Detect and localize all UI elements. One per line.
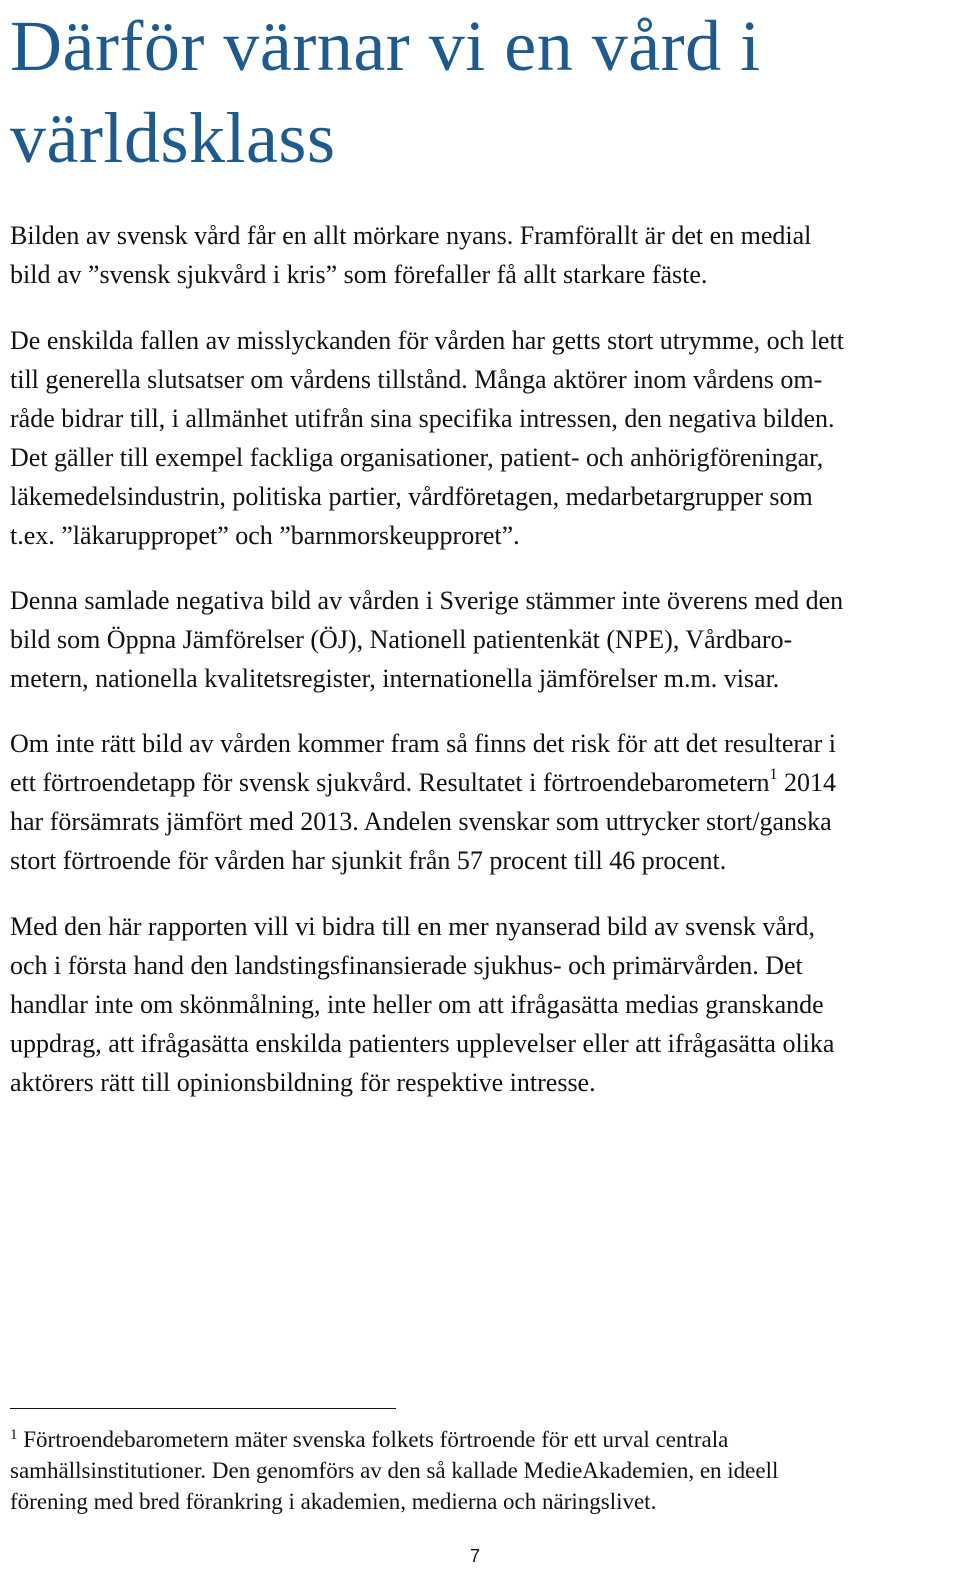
paragraph-1 [10,216,811,294]
text-line: läkemedelsindustrin, politiska partier, vårdföretagen, medarbetargrupper som [10,482,813,511]
text-line: metern, nationella kvalitetsregister, internationella jämförelser m.m. visar. [10,664,780,693]
text-line: Denna samlade negativa bild av vården i Sverige stämmer inte överens med den [10,586,844,615]
text-line: bild som Öppna Jämförelser (ÖJ), Nationell patientenkät (NPE), Vårdbaro- [10,625,793,654]
footnote-marker: 1 [10,1427,18,1443]
text-line: och i första hand den landstingsfinansierade sjukhus- och primärvården. Det [10,951,803,980]
paragraph-3 [10,581,843,698]
title-line-1: Därför värnar vi en vård i [10,6,761,86]
text-line: till generella slutsatser om vårdens tillstånd. Många aktörer inom vårdens om- [10,365,823,394]
text-line: handlar inte om skönmålning, inte heller om att ifrågasätta medias granskande [10,990,824,1019]
footnote-line: förening med bred förankring i akademien, medierna och näringslivet. [10,1489,657,1514]
text-line: stort förtroende för vården har sjunkit från 57 procent till 46 procent. [10,846,727,875]
text-line: bild av ”svensk sjukvård i kris” som förefaller få allt starkare fäste. [10,260,708,289]
footnote-reference[interactable]: 1 [769,766,778,783]
text-segment: 2014 [784,768,837,797]
text-line: Med den här rapporten vill vi bidra till en mer nyanserad bild av svensk vård, [10,912,816,941]
text-segment: Förtroendebarometern mäter svenska folkets förtroende för ett urval centrala [23,1427,729,1452]
text-segment: ett förtroendetapp för svensk sjukvård. Resultatet i förtroendebarometern [10,768,770,797]
text-line: råde bidrar till, i allmänhet utifrån sina specifika intressen, den negativa bilden. [10,404,835,433]
footnote [10,1424,778,1517]
page-number: 7 [470,1546,481,1566]
page-title [10,0,910,184]
paragraph-4 [10,724,836,880]
text-line: De enskilda fallen av misslyckanden för vården har getts stort utrymme, och lett [10,326,844,355]
text-line: Om inte rätt bild av vården kommer fram så finns det risk för att det resulterar i [10,729,836,758]
text-line: Bilden av svensk vård får en allt mörkare nyans. Framförallt är det en medial [10,221,812,250]
text-line: t.ex. ”läkaruppropet” och ”barnmorskeupproret”. [10,521,520,550]
text-line: Det gäller till exempel fackliga organisationer, patient- och anhörigföreningar, [10,443,824,472]
title-line-2: världsklass [10,98,336,178]
text-line: aktörers rätt till opinionsbildning för respektive intresse. [10,1068,596,1097]
paragraph-2 [10,321,844,555]
footnote-divider [10,1408,396,1409]
text-line: uppdrag, att ifrågasätta enskilda patienters upplevelser eller att ifrågasätta olika [10,1029,835,1058]
footnote-line [10,1424,778,1455]
footnote-line: samhällsinstitutioner. Den genomförs av den så kallade MedieAkademien, en ideell [10,1458,779,1483]
text-line: har försämrats jämfört med 2013. Andelen svenskar som uttrycker stort/ganska [10,807,832,836]
text-line [10,763,836,802]
paragraph-5 [10,907,834,1102]
